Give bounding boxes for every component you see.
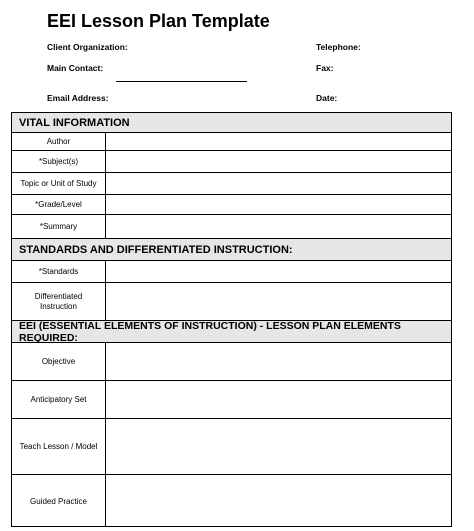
table-row	[12, 195, 451, 215]
row-label-objective: Objective	[12, 343, 106, 380]
section-standards: STANDARDS AND DIFFERENTIATED INSTRUCTION:	[12, 239, 451, 261]
row-label-grade-level: *Grade/Level	[12, 195, 106, 214]
row-label-summary: *Summary	[12, 215, 106, 238]
main-contact-label: Main Contact:	[47, 63, 104, 73]
differentiated-instruction-field[interactable]	[106, 283, 451, 320]
table-row	[12, 381, 451, 419]
row-label-guided-practice: Guided Practice	[12, 475, 106, 527]
page-title: EEI Lesson Plan Template	[47, 11, 270, 31]
subjects-field[interactable]	[106, 151, 451, 172]
table-row	[12, 343, 451, 381]
email-address-label: Email Address:	[47, 93, 109, 103]
table-row	[12, 151, 451, 173]
table-row	[12, 283, 451, 321]
row-label-differentiated-instruction: Differentiated Instruction	[12, 283, 106, 320]
summary-field[interactable]	[106, 215, 451, 238]
topic-field[interactable]	[106, 173, 451, 194]
fax-label: Fax:	[316, 63, 334, 73]
row-label-teach-lesson-model: Teach Lesson / Model	[12, 419, 106, 474]
author-field[interactable]	[106, 133, 451, 150]
lesson-plan-table	[11, 112, 452, 527]
table-row	[12, 261, 451, 283]
table-row	[12, 173, 451, 195]
row-label-standards: *Standards	[12, 261, 106, 282]
row-label-author: Author	[12, 133, 106, 150]
row-label-subjects: *Subject(s)	[12, 151, 106, 172]
main-contact-underline	[116, 81, 247, 82]
telephone-label: Telephone:	[316, 42, 361, 52]
client-organization-label: Client Organization:	[47, 42, 128, 52]
row-label-anticipatory-set: Anticipatory Set	[12, 381, 106, 418]
anticipatory-set-field[interactable]	[106, 381, 451, 418]
table-row	[12, 475, 451, 527]
section-vital-information: VITAL INFORMATION	[12, 113, 451, 133]
table-row	[12, 419, 451, 475]
standards-field[interactable]	[106, 261, 451, 282]
date-label: Date:	[316, 93, 338, 103]
guided-practice-field[interactable]	[106, 475, 451, 527]
table-row	[12, 215, 451, 239]
objective-field[interactable]	[106, 343, 451, 380]
teach-lesson-model-field[interactable]	[106, 419, 451, 474]
row-label-topic: Topic or Unit of Study	[12, 173, 106, 194]
section-eei: EEI (ESSENTIAL ELEMENTS OF INSTRUCTION) - LESSON PLAN ELEMENTS REQUIRED:	[12, 321, 451, 343]
grade-level-field[interactable]	[106, 195, 451, 214]
table-row	[12, 133, 451, 151]
